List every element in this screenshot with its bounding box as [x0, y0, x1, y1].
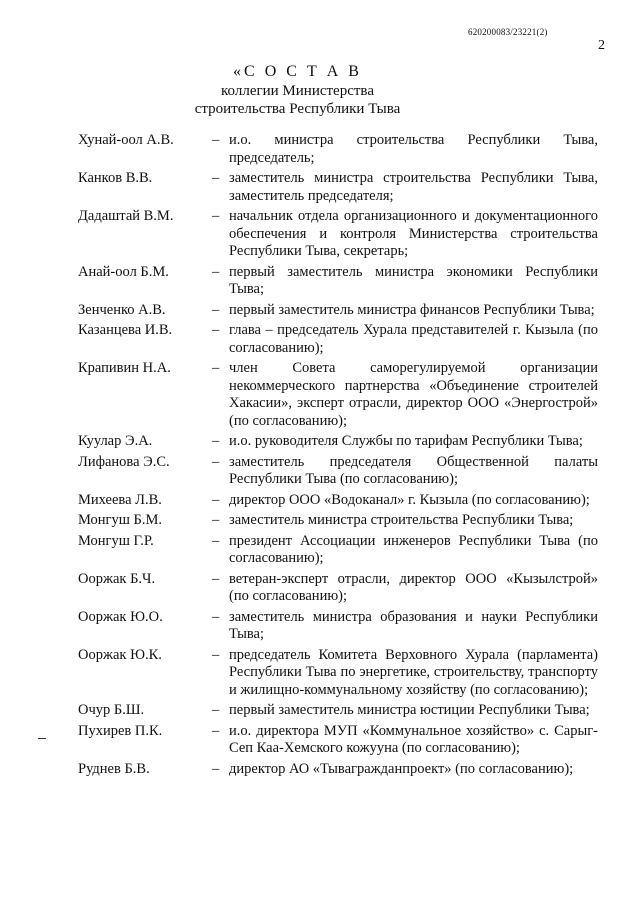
title-line-1: «С О С Т А В	[233, 63, 362, 80]
member-description: член Совета саморегулируемой организации некоммерческого партнерства «Объединение строителей Хакасии», эксперт отрасли, директор ООО «Энергострой» (по согласованию);	[229, 360, 598, 429]
document-title	[0, 62, 640, 118]
member-name: Дадаштай В.М.	[78, 208, 174, 224]
member-dash: –	[212, 263, 220, 280]
member-description: председатель Комитета Верховного Хурала (парламента) Республики Тыва по энергетике, строительству, транспорту и жилищно-коммунальному хозяйству (по согласованию);	[229, 646, 598, 698]
member-dash: –	[212, 360, 220, 376]
member-dash: –	[212, 608, 220, 625]
member-description: начальник отдела организационного и документационного обеспечения и контроля Министерства строительства Республики Тыва, секретарь;	[229, 208, 598, 259]
member-dash: –	[212, 322, 220, 338]
member-description: директор ООО «Водоканал» г. Кызыла (по согласованию);	[229, 491, 590, 508]
member-name: Руднев Б.В.	[78, 760, 150, 777]
member-name: Монгуш Б.М.	[78, 512, 162, 528]
member-description: заместитель министра образования и науки Республики Тыва;	[229, 608, 598, 642]
member-description: первый заместитель министра финансов Республики Тыва;	[229, 301, 595, 318]
member-row	[78, 533, 598, 568]
member-description: первый заместитель министра экономики Республики Тыва;	[229, 263, 598, 297]
member-dash: –	[212, 453, 220, 470]
member-dash: –	[212, 170, 220, 186]
member-description: заместитель министра строительства Республики Тыва, заместитель председателя;	[229, 170, 598, 204]
member-dash: –	[212, 208, 220, 224]
member-dash: –	[212, 491, 220, 508]
member-name: Зенченко А.В.	[78, 301, 166, 318]
member-name: Крапивин Н.А.	[78, 360, 171, 376]
member-row	[78, 302, 598, 320]
title-line-2: коллегии Министерства	[221, 83, 374, 99]
member-description: и.о. директора МУП «Коммунальное хозяйство» с. Сарыг-Сеп Каа-Хемского кожууна (по согласованию);	[229, 722, 598, 756]
member-description: первый заместитель министра юстиции Республики Тыва;	[229, 702, 590, 718]
member-row	[78, 761, 598, 779]
document-id: 620200083/23221(2)	[468, 27, 548, 37]
member-dash: –	[212, 760, 220, 777]
member-name: Куулар Э.А.	[78, 433, 153, 449]
member-row	[78, 571, 598, 606]
member-name: Очур Б.Ш.	[78, 702, 145, 718]
member-row	[78, 454, 598, 489]
member-name: Ооржак Ю.К.	[78, 646, 162, 663]
margin-mark	[38, 738, 46, 739]
member-name: Хунай-оол А.В.	[78, 132, 174, 148]
member-description: заместитель министра строительства Республики Тыва;	[229, 512, 574, 528]
member-name: Анай-оол Б.М.	[78, 263, 169, 280]
members-list	[78, 132, 598, 781]
member-row	[78, 208, 598, 261]
member-dash: –	[212, 532, 220, 549]
member-row	[78, 170, 598, 205]
member-description: и.о. руководителя Службы по тарифам Республики Тыва;	[229, 433, 583, 449]
member-row	[78, 433, 598, 451]
member-row	[78, 647, 598, 700]
member-row	[78, 322, 598, 357]
member-dash: –	[212, 132, 220, 148]
page-number: 2	[598, 38, 605, 53]
member-row	[78, 702, 598, 720]
member-row	[78, 492, 598, 510]
member-row	[78, 264, 598, 299]
member-dash: –	[212, 301, 220, 318]
member-description: президент Ассоциации инженеров Республики Тыва (по согласованию);	[229, 532, 598, 566]
member-name: Ооржак Ю.О.	[78, 608, 163, 625]
member-description: глава – председатель Хурала представителей г. Кызыла (по согласованию);	[229, 322, 598, 356]
member-dash: –	[212, 570, 220, 587]
title-line-3: строительства Республики Тыва	[194, 101, 401, 117]
member-name: Канков В.В.	[78, 170, 153, 186]
member-dash: –	[212, 433, 220, 449]
member-dash: –	[212, 512, 220, 528]
member-name: Михеева Л.В.	[78, 491, 162, 508]
member-description: ветеран-эксперт отрасли, директор ООО «Кызылстрой» (по согласованию);	[229, 570, 598, 604]
member-row	[78, 512, 598, 530]
member-dash: –	[212, 702, 220, 718]
member-description: и.о. министра строительства Республики Тыва, председатель;	[229, 132, 598, 166]
member-name: Ооржак Б.Ч.	[78, 570, 156, 587]
member-description: заместитель председателя Общественной палаты Республики Тыва (по согласованию);	[229, 453, 598, 487]
member-name: Казанцева И.В.	[78, 322, 173, 338]
member-row	[78, 609, 598, 644]
member-name: Монгуш Г.Р.	[78, 532, 154, 549]
member-dash: –	[212, 722, 220, 739]
member-dash: –	[212, 646, 220, 663]
member-row	[78, 132, 598, 167]
member-row	[78, 723, 598, 758]
member-description: директор АО «Тывагражданпроект» (по согласованию);	[229, 760, 574, 777]
member-row	[78, 360, 598, 430]
member-name: Пухирев П.К.	[78, 722, 163, 739]
member-name: Лифанова Э.С.	[78, 453, 170, 470]
